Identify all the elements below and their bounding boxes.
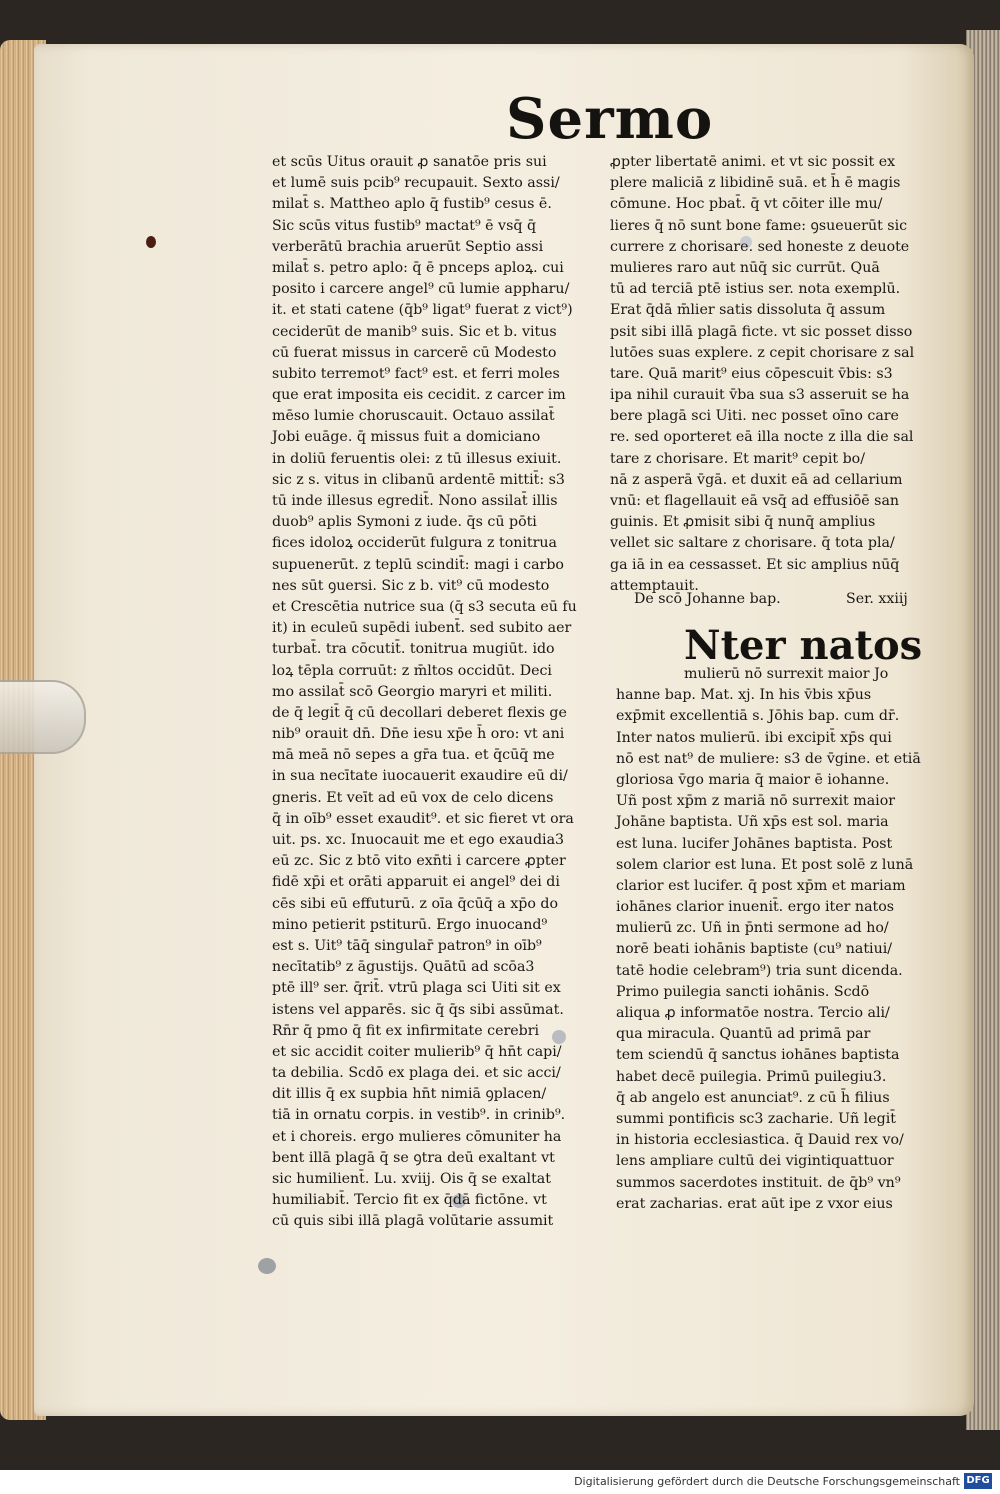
text-line: cū quis sibi illā plagā volūtarie assumit: [272, 1213, 554, 1230]
text-line: subito terremot⁹ fact⁹ est. et ferri moles: [272, 365, 560, 382]
text-line: clarior est lucifer. q̄ post xp̄m et mariam: [616, 877, 906, 894]
text-line: ga iā in ea cessasset. Et sic amplius nūq̄: [610, 556, 900, 573]
text-line: tū ad terciā ptē istius ser. nota exemplū.: [610, 281, 901, 298]
text-line: Uñ post xp̄m z mariā nō surrexit maior: [616, 793, 896, 810]
text-line: verberātū brachia aruerūt Septio assi: [272, 238, 544, 255]
decorated-initial-words: Nter natos: [684, 622, 923, 669]
text-line: est luna. lucifer Johānes baptista. Post: [616, 835, 893, 852]
text-line: tare z chorisare. Et marit⁹ cepit bo/: [610, 450, 865, 467]
text-line: lens ampliare cultū dei vigintiquattuor: [616, 1153, 894, 1170]
text-line: et i choreis. ergo mulieres cōmuniter ha: [272, 1128, 562, 1145]
text-line: nib⁹ orauit dn̄. Dn̄e iesu xp̄e h̄ oro: vt ani: [272, 726, 565, 743]
text-line: sic z s. vitus in clibanū ardentē mittit̄: s3: [272, 471, 565, 488]
sermon-title: De scō Johanne bap.: [634, 591, 781, 607]
text-line: norē beati iohānis baptiste (cu⁹ natiui/: [616, 941, 893, 958]
sermon-heading: [634, 591, 914, 613]
text-line: tatē hodie celebram⁹) tria sunt dicenda.: [616, 962, 903, 979]
text-line: mulierū zc. Uñ in p̄nti sermone ad ho/: [616, 920, 889, 937]
text-line: milat̄ s. petro aplo: q̄ ē pnceps aploꝝ. cui: [272, 259, 564, 276]
text-line: fices idoloꝝ occiderūt fulgura z tonitrua: [272, 535, 558, 552]
text-line: gneris. Et veīt ad eū vox de celo dicens: [272, 789, 554, 806]
text-line: necītatib⁹ z āgustijs. Quātū ad scōa3: [272, 959, 535, 976]
text-line: duob⁹ aplis Symoni z iude. q̄s cū pōti: [272, 514, 537, 531]
text-line: uit. ps. xc. Inuocauit me et ego exaudia3: [272, 832, 565, 848]
text-line: cōmune. Hoc pbat̄. q̄ vt cōiter ille mu/: [610, 196, 883, 213]
text-line: Johāne baptista. Uñ xp̄s est sol. maria: [616, 814, 889, 831]
text-line: attemptauit.: [610, 577, 699, 594]
sermon-number: Ser. xxiij: [846, 591, 908, 607]
text-line: bent illā plagā q̄ se ꝯtra deū exaltant vt: [272, 1149, 555, 1166]
text-line: ipa nihil curauit v̄ba sua s3 asseruit se ha: [610, 387, 910, 404]
paper-spot: [258, 1258, 276, 1274]
text-line: mo assilat̄ scō Georgio maryri et militi.: [272, 683, 553, 700]
text-line: mino petierit pstiturū. Ergo inuocand⁹: [272, 916, 548, 933]
text-line: in doliū feruentis olei: z tū illesus exiuit.: [272, 450, 562, 467]
text-line: vellet sic saltare z chorisare. q̄ tota pla/: [610, 535, 895, 552]
text-line: in sua necītate iuocauerit exaudire eū di/: [272, 768, 568, 785]
text-line: summi pontificis sc3 zacharie. Uñ legit̄: [616, 1110, 896, 1127]
text-line: et lumē suis pcib⁹ recupauit. Sexto assi/: [272, 175, 560, 192]
text-line: it) in eculeū supēdi iubent̄. sed subito aer: [272, 620, 572, 637]
text-line: q̄ ab angelo est anunciat⁹. z cū h̄ filius: [616, 1089, 890, 1106]
text-line: dit illis q̄ ex supbia hn̄t nimiā ꝯplacen/: [272, 1086, 547, 1103]
text-line: vnū: et flagellauit eā vsq̄ ad effusiōē san: [610, 493, 900, 509]
text-line: nes sūt ꝯuersi. Sic z b. vit⁹ cū modesto: [272, 577, 550, 594]
text-line: re. sed oporteret eā illa nocte z illa die sal: [610, 429, 914, 446]
text-line: Sic scūs vitus fustib⁹ mactat⁹ ē vsq̄ q̄: [272, 217, 537, 234]
text-line: humiliabit̄. Tercio fit ex q̄dā fictōne. vt: [272, 1192, 547, 1209]
text-line: nā z asperā v̄gā. et duxit eā ad cellarium: [610, 471, 903, 488]
text-line: tare. Quā marit⁹ eius cōpescuit v̄bis: s3: [610, 365, 893, 382]
text-line: eū zc. Sic z btō vito exn̄ti i carcere ꝓpter: [272, 853, 566, 870]
text-line: mēso lumie choruscauit. Octauo assilat̄: [272, 408, 555, 425]
text-line: Primo puilegia sancti iohānis. Scdō: [616, 983, 870, 1000]
text-line: q̄ in oīb⁹ esset exaudit⁹. et sic fieret vt ora: [272, 810, 574, 827]
text-line: ceciderūt de manib⁹ suis. Sic et b. vitus: [272, 323, 557, 340]
text-line: guinis. Et ꝓmisit sibi q̄ nunq̄ amplius: [610, 514, 876, 531]
text-line: tū inde illesus egredit̄. Nono assilat̄ illis: [272, 493, 558, 509]
text-line: sic humilient̄. Lu. xviij. Ois q̄ se exaltat: [272, 1171, 551, 1187]
text-line: mā meā nō sepes a gr̄a tua. et q̄cūq̄ me: [272, 747, 555, 764]
text-line: qua miracula. Quantū ad primā par: [616, 1026, 871, 1043]
text-line: posito i carcere angel⁹ cū lumie appharu/: [272, 281, 570, 298]
text-line: cēs sibi eū effuturū. z oīa q̄cūq̄ a xp̄o do: [272, 895, 559, 912]
footer-bar: [0, 1470, 1000, 1494]
text-line: solem clarior est luna. Et post solē z lunā: [616, 856, 914, 873]
text-line: it. et stati catene (q̄b⁹ ligat⁹ fuerat z vict⁹): [272, 302, 573, 319]
text-line: Jobi euāge. q̄ missus fuit a domiciano: [272, 429, 541, 446]
text-line: aliqua ꝓ informatōe nostra. Tercio ali/: [616, 1005, 890, 1021]
text-line: erat zacharias. erat aūt ipe z vxor eius: [616, 1195, 893, 1212]
text-line: bere plagā sci Uiti. nec posset oīno care: [610, 408, 899, 425]
text-line: loꝝ tēpla corruūt: z m̄ltos occidūt. Deci: [272, 662, 552, 679]
text-line: mulierū nō surrexit maior Jo: [684, 666, 889, 682]
running-header: Sermo: [506, 86, 714, 152]
text-line: et sic accidit coiter mulierib⁹ q̄ hn̄t capi/: [272, 1043, 562, 1060]
text-line: in historia ecclesiastica. q̄ Dauid rex vo/: [616, 1132, 904, 1149]
text-line: Erat q̄dā m̄lier satis dissoluta q̄ assum: [610, 302, 886, 319]
text-line: ptē ill⁹ ser. q̄rit̄. vtrū plaga sci Uiti sit ex: [272, 980, 561, 997]
dfg-logo: DFG: [964, 1473, 992, 1489]
text-line: et Crescētia nutrice sua (q̄ s3 secuta eū fu: [272, 598, 577, 615]
text-line: hanne bap. Mat. xj. In his v̄bis xp̄us: [616, 687, 872, 704]
right-text-column-bottom: [616, 664, 921, 1215]
text-line: turbat̄. tra cōcutit̄. tonitrua mugiūt. ido: [272, 641, 555, 658]
right-text-column-top: [610, 152, 915, 597]
text-line: que erat imposita eis cecidit. z carcer im: [272, 387, 566, 404]
text-line: istens vel apparēs. sic q̄ q̄s sibi assūmat.: [272, 1001, 564, 1018]
text-line: est s. Uit⁹ tāq̄ singular̄ patron⁹ in oīb⁹: [272, 937, 542, 954]
text-line: supuenerūt. z teplū scindit̄: magi i carbo: [272, 556, 564, 573]
text-line: Rn̄r q̄ pmo q̄ fit ex infirmitate cerebri: [272, 1022, 540, 1039]
text-line: tem sciendū q̄ sanctus iohānes baptista: [616, 1047, 900, 1064]
page-clip: [0, 680, 86, 754]
text-line: plere maliciā z libidinē suā. et h̄ ē magis: [610, 175, 901, 192]
text-line: de q̄ legit̄ q̄ cū decollari deberet flexis ge: [272, 704, 567, 721]
text-line: cū fuerat missus in carcerē cū Modesto: [272, 344, 557, 361]
left-text-column: [272, 152, 604, 1233]
text-line: habet decē puilegia. Primū puilegiu3.: [616, 1068, 887, 1085]
ink-spot: [146, 236, 156, 248]
text-line: et scūs Uitus orauit ꝓ sanatōe pris sui: [272, 154, 547, 170]
text-line: lieres q̄ nō sunt bone fame: ꝯsueuerūt sic: [610, 217, 908, 234]
text-line: Inter natos mulierū. ibi excipit̄ xp̄s qui: [616, 729, 892, 746]
text-line: gloriosa v̄go maria q̄ maior ē iohanne.: [616, 771, 890, 788]
text-line: ꝓpter libertatē animi. et vt sic possit ex: [610, 154, 896, 170]
text-line: tiā in ornatu corpis. in vestib⁹. in crinib⁹.: [272, 1107, 566, 1124]
text-line: exp̄mit excellentiā s. Jōhis bap. cum dr̄.: [616, 708, 900, 725]
text-line: psit sibi illā plagā ficte. vt sic posset disso: [610, 323, 913, 340]
text-line: fidē xp̄i et orāti apparuit ei angel⁹ dei di: [272, 874, 560, 891]
text-line: summos sacerdotes instituit. de q̄b⁹ vn⁹: [616, 1174, 901, 1191]
text-line: ta debilia. Scdō ex plaga dei. et sic acci/: [272, 1065, 561, 1082]
text-line: nō est nat⁹ de muliere: s3 de v̄gine. et etiā: [616, 750, 921, 767]
text-line: milat̄ s. Mattheo aplo q̄ fustib⁹ cesus ē.: [272, 196, 552, 213]
text-line: lutōes suas explere. z cepit chorisare z sal: [610, 344, 915, 361]
footer-credit: Digitalisierung gefördert durch die Deutsche Forschungsgemeinschaft: [574, 1475, 960, 1488]
text-line: iohānes clarior inuenit̄. ergo iter natos: [616, 899, 895, 916]
text-line: currere z chorisare. sed honeste z deuote: [610, 238, 910, 255]
text-line: mulieres raro aut nūq̄ sic currūt. Quā: [610, 259, 880, 276]
